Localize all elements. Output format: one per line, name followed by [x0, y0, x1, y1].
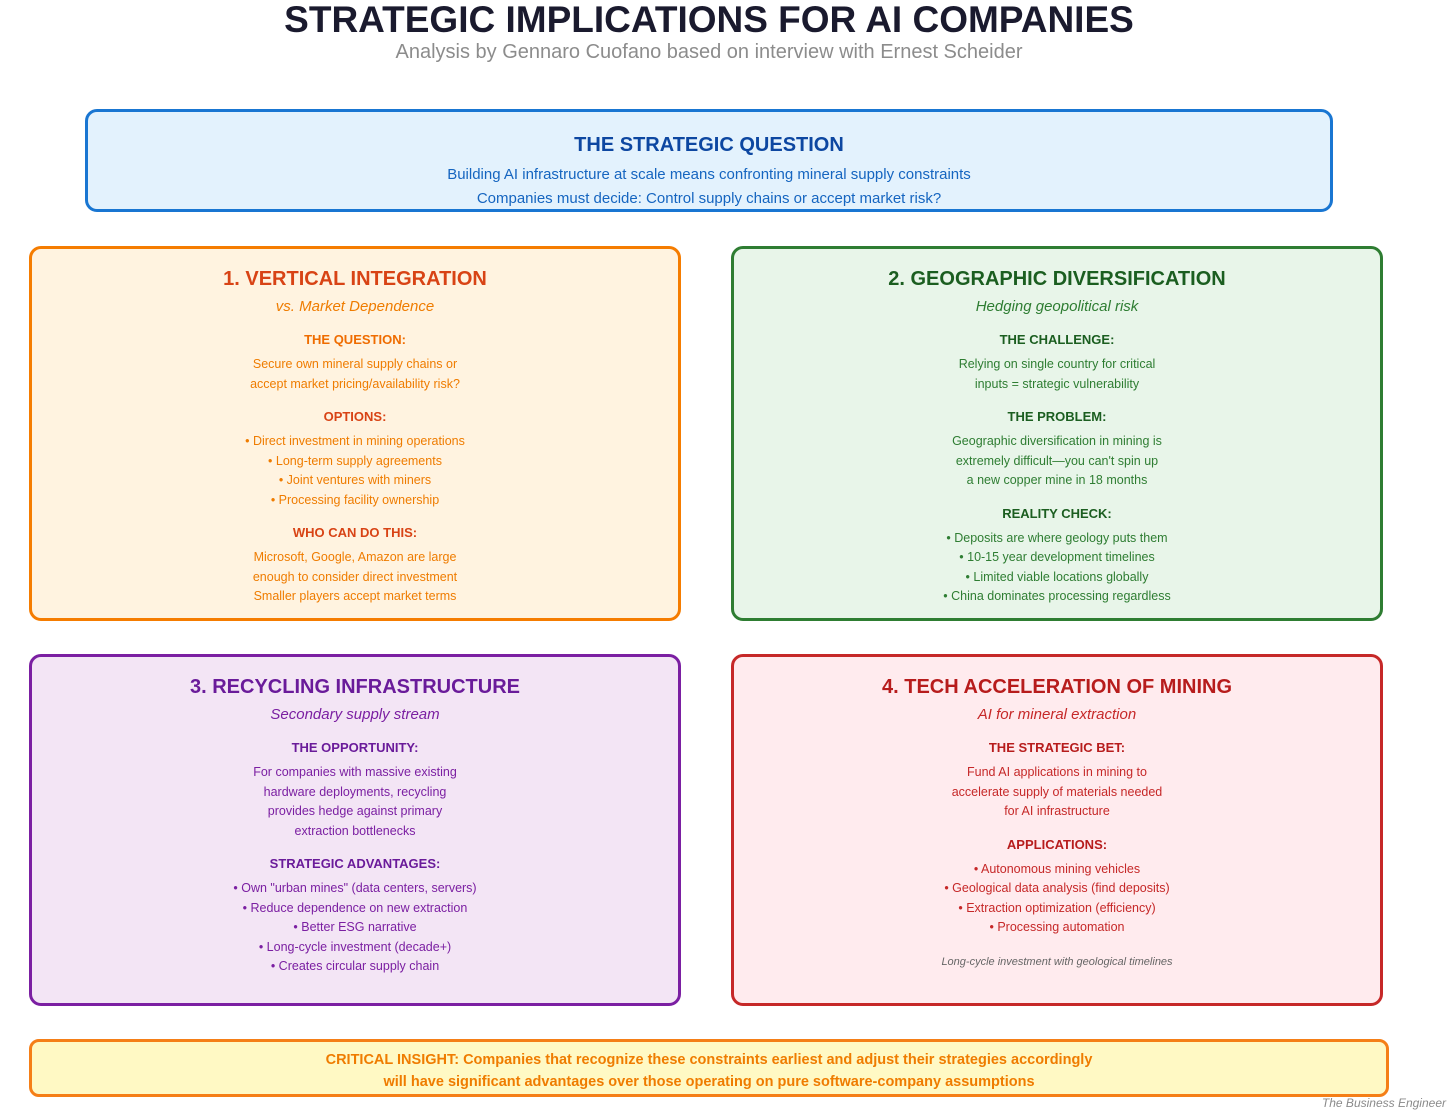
card-subtitle: AI for mineral extraction — [977, 706, 1137, 723]
section-body — [32, 879, 678, 977]
insight-line: will have significant advantages over those operating on pure software-company assumptions — [383, 1074, 1035, 1090]
card-title: 3. RECYCLING INFRASTRUCTURE — [189, 676, 520, 698]
section-line: • Deposits are where geology puts them — [946, 530, 1168, 545]
card-vertical-integration — [29, 246, 681, 621]
card-recycling-infrastructure — [29, 654, 681, 1006]
section-line: accept market pricing/availability risk? — [250, 376, 460, 391]
card-subtitle: Hedging geopolitical risk — [975, 298, 1139, 315]
section-heading: REALITY CHECK: — [1002, 505, 1112, 521]
section-line: • Limited viable locations globally — [965, 569, 1149, 584]
strategic-question-line: Companies must decide: Control supply chains or accept market risk? — [476, 190, 942, 207]
section-line: provides hedge against primary — [267, 804, 443, 818]
section-line: • Extraction optimization (efficiency) — [958, 900, 1156, 915]
section-heading: THE OPPORTUNITY: — [291, 740, 419, 755]
card-subtitle: Secondary supply stream — [270, 706, 440, 723]
section-line: • Processing automation — [989, 920, 1125, 934]
section-body — [734, 355, 1380, 394]
section-line: • Long-term supply agreements — [268, 453, 442, 468]
card-title: 1. VERTICAL INTEGRATION — [223, 268, 487, 290]
strategic-question-line: Building AI infrastructure at scale means confronting mineral supply constraints — [447, 166, 971, 183]
insight-line: CRITICAL INSIGHT: Companies that recognize these constraints earliest and adjust their strategies accordingly — [325, 1052, 1093, 1068]
section-line: • Reduce dependence on new extraction — [242, 900, 468, 915]
section-line: extremely difficult—you can't spin up — [955, 453, 1159, 468]
footer-brand: The Business Engineer — [1321, 1096, 1446, 1110]
card-tech-acceleration — [731, 654, 1383, 1006]
section-line: a new copper mine in 18 months — [966, 473, 1148, 487]
section-body — [734, 529, 1380, 607]
section-line: • 10-15 year development timelines — [959, 550, 1155, 564]
section-line: • Geological data analysis (find deposits) — [944, 881, 1170, 895]
section-line: • Own "urban mines" (data centers, servers) — [233, 881, 477, 895]
strategic-question-title: THE STRATEGIC QUESTION — [574, 134, 844, 156]
page-title: STRATEGIC IMPLICATIONS FOR AI COMPANIES — [284, 0, 1134, 40]
section-heading: THE STRATEGIC BET: — [988, 740, 1126, 755]
section-line: • Autonomous mining vehicles — [973, 861, 1141, 876]
card-title: 4. TECH ACCELERATION OF MINING — [882, 676, 1232, 698]
section-body — [32, 763, 678, 841]
section-line: Relying on single country for critical — [958, 357, 1156, 371]
card-geographic-diversification — [731, 246, 1383, 621]
section-line: • Processing facility ownership — [270, 492, 440, 507]
section-line: inputs = strategic vulnerability — [974, 376, 1140, 391]
section-line: • Joint ventures with miners — [278, 473, 432, 487]
critical-insight-box — [29, 1039, 1389, 1097]
section-body — [734, 763, 1380, 822]
card-note: Long-cycle investment with geological timelines — [941, 955, 1173, 968]
section-line: enough to consider direct investment — [252, 569, 458, 584]
section-heading: THE CHALLENGE: — [999, 332, 1115, 347]
section-heading: OPTIONS: — [323, 409, 387, 424]
section-body — [734, 860, 1380, 938]
section-line: • Better ESG narrative — [293, 920, 417, 934]
section-body — [32, 355, 678, 394]
section-line: Smaller players accept market terms — [253, 589, 457, 603]
section-heading: THE QUESTION: — [304, 332, 406, 347]
section-line: Fund AI applications in mining to — [967, 765, 1147, 779]
card-title: 2. GEOGRAPHIC DIVERSIFICATION — [888, 268, 1226, 290]
section-line: • Long-cycle investment (decade+) — [258, 939, 452, 954]
section-line: Microsoft, Google, Amazon are large — [253, 550, 457, 564]
section-line: For companies with massive existing — [253, 765, 457, 779]
section-line: accelerate supply of materials needed — [951, 784, 1163, 799]
section-body — [32, 432, 678, 510]
card-subtitle: vs. Market Dependence — [275, 298, 435, 315]
section-heading: STRATEGIC ADVANTAGES: — [269, 856, 441, 871]
section-line: hardware deployments, recycling — [263, 784, 447, 799]
section-body — [32, 548, 678, 607]
section-line: • Creates circular supply chain — [270, 959, 440, 973]
page-subtitle: Analysis by Gennaro Cuofano based on interview with Ernest Scheider — [395, 41, 1023, 63]
section-body — [734, 432, 1380, 491]
section-heading: THE PROBLEM: — [1007, 409, 1107, 424]
strategic-question-box — [85, 109, 1333, 212]
section-line: • China dominates processing regardless — [943, 589, 1171, 603]
section-line: Geographic diversification in mining is — [952, 434, 1162, 448]
section-line: extraction bottlenecks — [294, 823, 416, 838]
section-heading: WHO CAN DO THIS: — [292, 525, 418, 540]
section-line: Secure own mineral supply chains or — [252, 357, 458, 371]
section-line: for AI infrastructure — [1004, 804, 1110, 818]
section-line: • Direct investment in mining operations — [245, 434, 465, 448]
section-heading: APPLICATIONS: — [1006, 836, 1108, 852]
